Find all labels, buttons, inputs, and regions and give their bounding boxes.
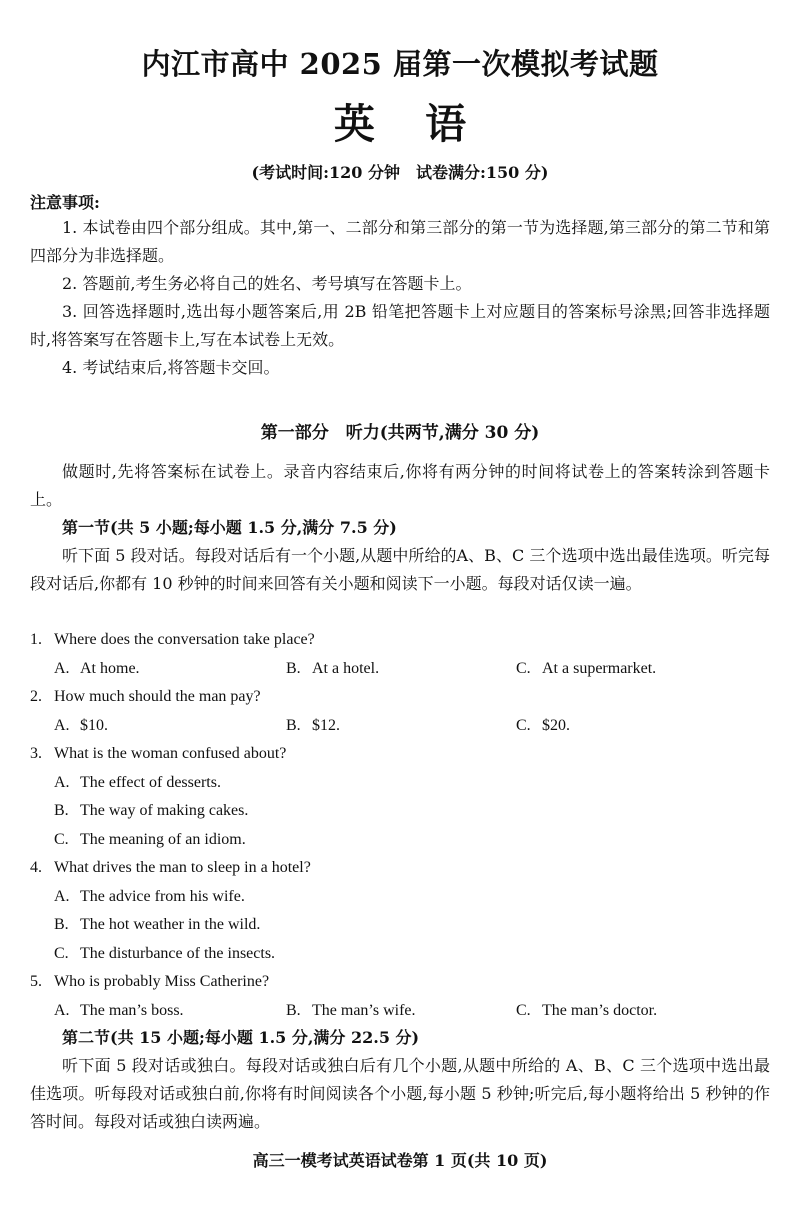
part1-body	[30, 458, 770, 598]
notice-item: 4. 考试结束后,将答题卡交回。	[62, 358, 280, 377]
question-stem: 3. What is the woman confused about?	[30, 745, 287, 762]
section2	[30, 1024, 770, 1136]
option-row	[30, 997, 770, 1026]
question-list	[30, 626, 770, 1025]
question-stem: 4. What drives the man to sleep in a hotel?	[30, 859, 311, 876]
option-c: C. At a supermarket.	[516, 659, 657, 677]
question-1	[30, 626, 770, 683]
question-stem: 5. Who is probably Miss Catherine?	[30, 973, 270, 990]
option-b: B. At a hotel.	[286, 659, 380, 677]
option-b: B. The hot weather in the wild.	[54, 916, 261, 933]
question-3	[30, 740, 770, 854]
option-c: C. The disturbance of the insects.	[54, 944, 276, 962]
option-a: A. At home.	[54, 659, 140, 677]
notice-item: 1. 本试卷由四个部分组成。其中,第一、二部分和第三部分的第一节为选择题,第三部分的第二节和第四部分为非选择题。	[30, 218, 770, 265]
part1-title: 第一部分 听力(共两节,满分 30 分)	[260, 423, 540, 443]
option-a: A. $10.	[54, 716, 108, 734]
question-stem: 2. How much should the man pay?	[30, 688, 261, 705]
option-b: B. The man’s wife.	[286, 1001, 416, 1019]
option-row	[30, 712, 770, 741]
section1-heading: 第一节(共 5 小题;每小题 1.5 分,满分 7.5 分)	[62, 518, 397, 537]
page-footer: 高三一模考试英语试卷第 1 页(共 10 页)	[252, 1151, 548, 1170]
section2-directions: 听下面 5 段对话或独白。每段对话或独白后有几个小题,从题中所给的 A、B、C 三个选项中选出最佳选项。听每段对话或独白前,你将有时间阅读各个小题,每小题 5 秒钟;听完后,每小题将给出 5 秒钟的作答时间。每段对话或独白读两遍。	[30, 1056, 770, 1131]
question-4	[30, 854, 770, 968]
part1-intro: 做题时,先将答案标在试卷上。录音内容结束后,你将有两分钟的时间将试卷上的答案转涂到答题卡上。	[30, 462, 770, 509]
option-a: A. The man’s boss.	[54, 1001, 184, 1019]
option-row	[30, 655, 770, 684]
subject-title: 英 语	[333, 100, 485, 148]
notice-list	[30, 214, 770, 382]
option-b: B. The way of making cakes.	[54, 802, 249, 819]
option-c: C. The man’s doctor.	[516, 1001, 658, 1019]
option-a: A. The effect of desserts.	[54, 773, 221, 791]
exam-title: 内江市高中 2025 届第一次模拟考试题	[141, 47, 659, 81]
section1-directions: 听下面 5 段对话。每段对话后有一个小题,从题中所给的A、B、C 三个选项中选出最佳选项。听完每段对话后,你都有 10 秒钟的时间来回答有关小题和阅读下一小题。每段对话仅读一遍。	[30, 546, 770, 593]
question-stem: 1. Where does the conversation take place?	[30, 631, 315, 648]
section2-heading: 第二节(共 15 小题;每小题 1.5 分,满分 22.5 分)	[62, 1028, 420, 1047]
exam-info: (考试时间:120 分钟 试卷满分:150 分)	[251, 163, 549, 182]
option-a: A. The advice from his wife.	[54, 887, 245, 905]
notice-item: 2. 答题前,考生务必将自己的姓名、考号填写在答题卡上。	[62, 274, 472, 293]
option-c: C. $20.	[516, 716, 570, 734]
notice-title: 注意事项:	[30, 193, 100, 212]
notice-item: 3. 回答选择题时,选出每小题答案后,用 2B 铅笔把答题卡上对应题目的答案标号涂黑;回答非选择题时,将答案写在答题卡上,写在本试卷上无效。	[30, 302, 770, 349]
question-2	[30, 683, 770, 740]
option-c: C. The meaning of an idiom.	[54, 830, 246, 848]
question-5	[30, 968, 770, 1025]
option-b: B. $12.	[286, 716, 340, 734]
